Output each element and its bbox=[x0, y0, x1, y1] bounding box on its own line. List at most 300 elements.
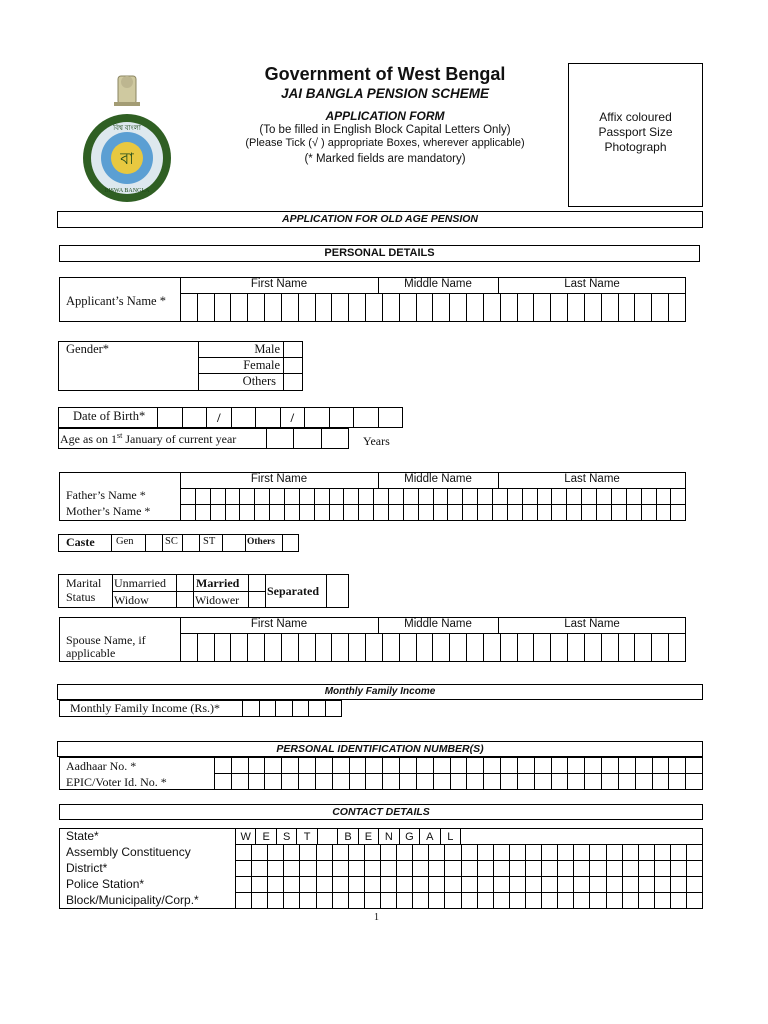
dob-box[interactable] bbox=[232, 408, 257, 427]
police-box[interactable] bbox=[317, 877, 333, 892]
state-box[interactable]: G bbox=[400, 829, 420, 844]
mother-name-box[interactable] bbox=[493, 505, 508, 520]
father-name-box[interactable] bbox=[657, 489, 672, 504]
assembly-box[interactable] bbox=[397, 845, 413, 860]
father-name-box[interactable] bbox=[270, 489, 285, 504]
police-box[interactable] bbox=[236, 877, 252, 892]
mother-name-box[interactable] bbox=[448, 505, 463, 520]
spouse-name-boxes[interactable] bbox=[180, 633, 686, 662]
applicant-name-box[interactable] bbox=[349, 294, 366, 321]
income-box[interactable] bbox=[260, 701, 277, 716]
mother-name-box[interactable] bbox=[523, 505, 538, 520]
district-box[interactable] bbox=[236, 861, 252, 876]
aadhaar-box[interactable] bbox=[434, 758, 451, 773]
epic-box[interactable] bbox=[316, 774, 333, 789]
father-name-box[interactable] bbox=[389, 489, 404, 504]
assembly-box[interactable] bbox=[349, 845, 365, 860]
epic-box[interactable] bbox=[636, 774, 653, 789]
state-box[interactable]: T bbox=[297, 829, 317, 844]
spouse-name-box[interactable] bbox=[635, 634, 652, 661]
spouse-name-box[interactable] bbox=[568, 634, 585, 661]
assembly-box[interactable] bbox=[687, 845, 703, 860]
spouse-name-box[interactable] bbox=[602, 634, 619, 661]
police-box[interactable] bbox=[268, 877, 284, 892]
aadhaar-box[interactable] bbox=[366, 758, 383, 773]
aadhaar-box[interactable] bbox=[518, 758, 535, 773]
applicant-name-box[interactable] bbox=[433, 294, 450, 321]
spouse-name-box[interactable] bbox=[366, 634, 383, 661]
father-name-box[interactable] bbox=[404, 489, 419, 504]
applicant-name-box[interactable] bbox=[619, 294, 636, 321]
spouse-name-box[interactable] bbox=[551, 634, 568, 661]
applicant-name-box[interactable] bbox=[602, 294, 619, 321]
applicant-name-box[interactable] bbox=[282, 294, 299, 321]
epic-box[interactable] bbox=[366, 774, 383, 789]
father-name-box[interactable] bbox=[642, 489, 657, 504]
father-name-box[interactable] bbox=[315, 489, 330, 504]
aadhaar-box[interactable] bbox=[585, 758, 602, 773]
marital-widow-checkbox[interactable] bbox=[177, 592, 192, 607]
aadhaar-box[interactable] bbox=[636, 758, 653, 773]
police-box[interactable] bbox=[671, 877, 687, 892]
dob-box[interactable] bbox=[330, 408, 355, 427]
mother-name-box[interactable] bbox=[344, 505, 359, 520]
father-name-box[interactable] bbox=[419, 489, 434, 504]
district-boxes[interactable] bbox=[235, 860, 703, 877]
police-box[interactable] bbox=[381, 877, 397, 892]
dob-box[interactable] bbox=[379, 408, 404, 427]
income-box[interactable] bbox=[293, 701, 310, 716]
aadhaar-box[interactable] bbox=[383, 758, 400, 773]
father-name-box[interactable] bbox=[552, 489, 567, 504]
marital-unmarried-checkbox[interactable] bbox=[177, 575, 192, 590]
block-box[interactable] bbox=[236, 893, 252, 908]
spouse-name-box[interactable] bbox=[332, 634, 349, 661]
district-box[interactable] bbox=[607, 861, 623, 876]
assembly-box[interactable] bbox=[526, 845, 542, 860]
mother-name-box[interactable] bbox=[315, 505, 330, 520]
aadhaar-box[interactable] bbox=[669, 758, 686, 773]
father-name-box[interactable] bbox=[627, 489, 642, 504]
mother-name-box[interactable] bbox=[627, 505, 642, 520]
block-box[interactable] bbox=[671, 893, 687, 908]
dob-boxes[interactable] bbox=[157, 407, 403, 428]
spouse-name-box[interactable] bbox=[433, 634, 450, 661]
aadhaar-box[interactable] bbox=[619, 758, 636, 773]
block-box[interactable] bbox=[252, 893, 268, 908]
father-name-box[interactable] bbox=[226, 489, 241, 504]
state-box[interactable]: S bbox=[277, 829, 297, 844]
caste-sc-checkbox[interactable] bbox=[183, 535, 199, 551]
mother-name-box[interactable] bbox=[359, 505, 374, 520]
spouse-name-box[interactable] bbox=[349, 634, 366, 661]
father-name-box[interactable] bbox=[211, 489, 226, 504]
police-box[interactable] bbox=[462, 877, 478, 892]
aadhaar-box[interactable] bbox=[400, 758, 417, 773]
block-box[interactable] bbox=[590, 893, 606, 908]
district-box[interactable] bbox=[429, 861, 445, 876]
mother-name-box[interactable] bbox=[567, 505, 582, 520]
police-box[interactable] bbox=[284, 877, 300, 892]
district-box[interactable] bbox=[510, 861, 526, 876]
assembly-box[interactable] bbox=[413, 845, 429, 860]
epic-box[interactable] bbox=[653, 774, 670, 789]
district-box[interactable] bbox=[349, 861, 365, 876]
epic-box[interactable] bbox=[265, 774, 282, 789]
block-box[interactable] bbox=[687, 893, 703, 908]
dob-box[interactable] bbox=[354, 408, 379, 427]
district-box[interactable] bbox=[268, 861, 284, 876]
gender-male-checkbox[interactable] bbox=[284, 342, 302, 357]
block-box[interactable] bbox=[607, 893, 623, 908]
epic-box[interactable] bbox=[518, 774, 535, 789]
assembly-box[interactable] bbox=[510, 845, 526, 860]
age-boxes[interactable] bbox=[266, 428, 349, 449]
applicant-name-box[interactable] bbox=[248, 294, 265, 321]
aadhaar-box[interactable] bbox=[299, 758, 316, 773]
applicant-name-box[interactable] bbox=[383, 294, 400, 321]
district-box[interactable] bbox=[284, 861, 300, 876]
mother-name-box[interactable] bbox=[389, 505, 404, 520]
father-name-box[interactable] bbox=[181, 489, 196, 504]
district-box[interactable] bbox=[590, 861, 606, 876]
police-box[interactable] bbox=[494, 877, 510, 892]
father-name-box[interactable] bbox=[240, 489, 255, 504]
spouse-name-box[interactable] bbox=[669, 634, 686, 661]
spouse-name-box[interactable] bbox=[585, 634, 602, 661]
mother-name-box[interactable] bbox=[538, 505, 553, 520]
applicant-name-box[interactable] bbox=[534, 294, 551, 321]
dob-box[interactable]: / bbox=[207, 408, 232, 427]
district-box[interactable] bbox=[300, 861, 316, 876]
father-name-box[interactable] bbox=[434, 489, 449, 504]
age-box[interactable] bbox=[294, 429, 321, 448]
epic-box[interactable] bbox=[501, 774, 518, 789]
epic-box[interactable] bbox=[333, 774, 350, 789]
mother-name-box[interactable] bbox=[374, 505, 389, 520]
block-box[interactable] bbox=[526, 893, 542, 908]
spouse-name-box[interactable] bbox=[400, 634, 417, 661]
mother-name-box[interactable] bbox=[196, 505, 211, 520]
mother-name-box[interactable] bbox=[657, 505, 672, 520]
caste-st-checkbox[interactable] bbox=[223, 535, 245, 551]
district-box[interactable] bbox=[687, 861, 703, 876]
epic-box[interactable] bbox=[434, 774, 451, 789]
epic-box[interactable] bbox=[585, 774, 602, 789]
assembly-box[interactable] bbox=[574, 845, 590, 860]
mother-name-box[interactable] bbox=[612, 505, 627, 520]
district-box[interactable] bbox=[542, 861, 558, 876]
applicant-name-box[interactable] bbox=[231, 294, 248, 321]
applicant-name-box[interactable] bbox=[299, 294, 316, 321]
district-box[interactable] bbox=[397, 861, 413, 876]
aadhaar-box[interactable] bbox=[535, 758, 552, 773]
spouse-name-box[interactable] bbox=[265, 634, 282, 661]
state-box[interactable]: B bbox=[338, 829, 358, 844]
assembly-box[interactable] bbox=[252, 845, 268, 860]
assembly-box[interactable] bbox=[623, 845, 639, 860]
mother-name-box[interactable] bbox=[270, 505, 285, 520]
aadhaar-box[interactable] bbox=[568, 758, 585, 773]
epic-box[interactable] bbox=[484, 774, 501, 789]
father-name-box[interactable] bbox=[330, 489, 345, 504]
police-box[interactable] bbox=[300, 877, 316, 892]
police-box[interactable] bbox=[445, 877, 461, 892]
aadhaar-box[interactable] bbox=[215, 758, 232, 773]
spouse-name-box[interactable] bbox=[383, 634, 400, 661]
father-name-box[interactable] bbox=[671, 489, 686, 504]
father-name-box[interactable] bbox=[582, 489, 597, 504]
epic-box[interactable] bbox=[467, 774, 484, 789]
block-box[interactable] bbox=[462, 893, 478, 908]
aadhaar-box[interactable] bbox=[333, 758, 350, 773]
mother-name-box[interactable] bbox=[582, 505, 597, 520]
father-name-box[interactable] bbox=[597, 489, 612, 504]
father-name-box[interactable] bbox=[523, 489, 538, 504]
applicant-name-box[interactable] bbox=[366, 294, 383, 321]
epic-box[interactable] bbox=[686, 774, 703, 789]
applicant-name-box[interactable] bbox=[467, 294, 484, 321]
mother-name-box[interactable] bbox=[434, 505, 449, 520]
police-box[interactable] bbox=[349, 877, 365, 892]
police-box[interactable] bbox=[429, 877, 445, 892]
block-box[interactable] bbox=[510, 893, 526, 908]
spouse-name-box[interactable] bbox=[619, 634, 636, 661]
spouse-name-box[interactable] bbox=[652, 634, 669, 661]
mother-name-box[interactable] bbox=[597, 505, 612, 520]
block-box[interactable] bbox=[574, 893, 590, 908]
epic-box[interactable] bbox=[568, 774, 585, 789]
police-box[interactable] bbox=[639, 877, 655, 892]
applicant-name-box[interactable] bbox=[585, 294, 602, 321]
applicant-name-box[interactable] bbox=[181, 294, 198, 321]
state-box[interactable]: W bbox=[236, 829, 256, 844]
caste-gen-checkbox[interactable] bbox=[146, 535, 162, 551]
block-box[interactable] bbox=[397, 893, 413, 908]
block-box[interactable] bbox=[542, 893, 558, 908]
father-name-box[interactable] bbox=[359, 489, 374, 504]
aadhaar-box[interactable] bbox=[653, 758, 670, 773]
block-box[interactable] bbox=[623, 893, 639, 908]
income-box[interactable] bbox=[326, 701, 343, 716]
marital-married-checkbox[interactable] bbox=[249, 575, 264, 590]
father-name-box[interactable] bbox=[285, 489, 300, 504]
aadhaar-box[interactable] bbox=[467, 758, 484, 773]
district-box[interactable] bbox=[623, 861, 639, 876]
mother-name-box[interactable] bbox=[255, 505, 270, 520]
applicant-name-box[interactable] bbox=[215, 294, 232, 321]
district-box[interactable] bbox=[462, 861, 478, 876]
father-name-box[interactable] bbox=[344, 489, 359, 504]
state-box[interactable]: L bbox=[441, 829, 461, 844]
district-box[interactable] bbox=[574, 861, 590, 876]
aadhaar-box[interactable] bbox=[265, 758, 282, 773]
income-box[interactable] bbox=[309, 701, 326, 716]
aadhaar-box[interactable] bbox=[232, 758, 249, 773]
block-box[interactable] bbox=[429, 893, 445, 908]
caste-others-checkbox[interactable] bbox=[283, 535, 298, 551]
spouse-name-box[interactable] bbox=[534, 634, 551, 661]
father-name-box[interactable] bbox=[567, 489, 582, 504]
spouse-name-box[interactable] bbox=[231, 634, 248, 661]
applicant-name-box[interactable] bbox=[518, 294, 535, 321]
assembly-box[interactable] bbox=[607, 845, 623, 860]
spouse-name-box[interactable] bbox=[450, 634, 467, 661]
dob-box[interactable] bbox=[183, 408, 208, 427]
mother-name-box[interactable] bbox=[240, 505, 255, 520]
police-box[interactable] bbox=[574, 877, 590, 892]
police-box[interactable] bbox=[623, 877, 639, 892]
mother-name-box[interactable] bbox=[181, 505, 196, 520]
police-box[interactable] bbox=[687, 877, 703, 892]
police-box[interactable] bbox=[478, 877, 494, 892]
applicant-name-box[interactable] bbox=[551, 294, 568, 321]
block-box[interactable] bbox=[333, 893, 349, 908]
police-box[interactable] bbox=[655, 877, 671, 892]
applicant-name-box[interactable] bbox=[316, 294, 333, 321]
police-box[interactable] bbox=[590, 877, 606, 892]
aadhaar-boxes[interactable] bbox=[214, 757, 703, 774]
aadhaar-box[interactable] bbox=[602, 758, 619, 773]
mother-name-box[interactable] bbox=[552, 505, 567, 520]
epic-box[interactable] bbox=[232, 774, 249, 789]
assembly-box[interactable] bbox=[284, 845, 300, 860]
block-box[interactable] bbox=[365, 893, 381, 908]
dob-box[interactable] bbox=[256, 408, 281, 427]
dob-box[interactable] bbox=[158, 408, 183, 427]
applicant-name-box[interactable] bbox=[501, 294, 518, 321]
district-box[interactable] bbox=[317, 861, 333, 876]
aadhaar-box[interactable] bbox=[350, 758, 367, 773]
father-name-box[interactable] bbox=[374, 489, 389, 504]
applicant-name-boxes[interactable] bbox=[180, 293, 686, 322]
block-box[interactable] bbox=[413, 893, 429, 908]
applicant-name-box[interactable] bbox=[332, 294, 349, 321]
police-box[interactable] bbox=[365, 877, 381, 892]
assembly-box[interactable] bbox=[365, 845, 381, 860]
epic-box[interactable] bbox=[215, 774, 232, 789]
income-box[interactable] bbox=[243, 701, 260, 716]
assembly-box[interactable] bbox=[590, 845, 606, 860]
spouse-name-box[interactable] bbox=[467, 634, 484, 661]
spouse-name-box[interactable] bbox=[299, 634, 316, 661]
epic-box[interactable] bbox=[552, 774, 569, 789]
block-boxes[interactable] bbox=[235, 892, 703, 909]
father-name-box[interactable] bbox=[538, 489, 553, 504]
district-box[interactable] bbox=[252, 861, 268, 876]
district-box[interactable] bbox=[365, 861, 381, 876]
block-box[interactable] bbox=[655, 893, 671, 908]
father-name-box[interactable] bbox=[478, 489, 493, 504]
age-box[interactable] bbox=[267, 429, 294, 448]
state-boxes[interactable] bbox=[235, 828, 461, 845]
epic-box[interactable] bbox=[619, 774, 636, 789]
spouse-name-box[interactable] bbox=[417, 634, 434, 661]
father-name-box[interactable] bbox=[612, 489, 627, 504]
mother-name-box[interactable] bbox=[226, 505, 241, 520]
district-box[interactable] bbox=[526, 861, 542, 876]
income-box[interactable] bbox=[276, 701, 293, 716]
father-name-box[interactable] bbox=[255, 489, 270, 504]
block-box[interactable] bbox=[494, 893, 510, 908]
state-box[interactable]: E bbox=[359, 829, 379, 844]
gender-others-checkbox[interactable] bbox=[284, 374, 302, 390]
applicant-name-box[interactable] bbox=[417, 294, 434, 321]
state-box[interactable] bbox=[318, 829, 338, 844]
epic-boxes[interactable] bbox=[214, 773, 703, 790]
district-box[interactable] bbox=[333, 861, 349, 876]
assembly-box[interactable] bbox=[639, 845, 655, 860]
father-name-box[interactable] bbox=[448, 489, 463, 504]
applicant-name-box[interactable] bbox=[568, 294, 585, 321]
aadhaar-box[interactable] bbox=[501, 758, 518, 773]
income-boxes[interactable] bbox=[242, 700, 342, 717]
father-name-boxes[interactable] bbox=[180, 488, 686, 505]
assembly-box[interactable] bbox=[381, 845, 397, 860]
district-box[interactable] bbox=[558, 861, 574, 876]
mother-name-box[interactable] bbox=[642, 505, 657, 520]
aadhaar-box[interactable] bbox=[686, 758, 703, 773]
mother-name-box[interactable] bbox=[478, 505, 493, 520]
block-box[interactable] bbox=[349, 893, 365, 908]
block-box[interactable] bbox=[284, 893, 300, 908]
aadhaar-box[interactable] bbox=[484, 758, 501, 773]
spouse-name-box[interactable] bbox=[248, 634, 265, 661]
assembly-box[interactable] bbox=[478, 845, 494, 860]
district-box[interactable] bbox=[381, 861, 397, 876]
mother-name-box[interactable] bbox=[463, 505, 478, 520]
police-box[interactable] bbox=[333, 877, 349, 892]
aadhaar-box[interactable] bbox=[316, 758, 333, 773]
police-box[interactable] bbox=[607, 877, 623, 892]
mother-name-box[interactable] bbox=[508, 505, 523, 520]
father-name-box[interactable] bbox=[300, 489, 315, 504]
epic-box[interactable] bbox=[400, 774, 417, 789]
block-box[interactable] bbox=[317, 893, 333, 908]
applicant-name-box[interactable] bbox=[484, 294, 501, 321]
spouse-name-box[interactable] bbox=[282, 634, 299, 661]
epic-box[interactable] bbox=[282, 774, 299, 789]
applicant-name-box[interactable] bbox=[265, 294, 282, 321]
assembly-box[interactable] bbox=[462, 845, 478, 860]
assembly-box[interactable] bbox=[655, 845, 671, 860]
district-box[interactable] bbox=[671, 861, 687, 876]
epic-box[interactable] bbox=[299, 774, 316, 789]
block-box[interactable] bbox=[300, 893, 316, 908]
applicant-name-box[interactable] bbox=[652, 294, 669, 321]
block-box[interactable] bbox=[478, 893, 494, 908]
assembly-boxes[interactable] bbox=[235, 844, 703, 861]
assembly-box[interactable] bbox=[429, 845, 445, 860]
epic-box[interactable] bbox=[249, 774, 266, 789]
state-box[interactable]: N bbox=[379, 829, 399, 844]
aadhaar-box[interactable] bbox=[552, 758, 569, 773]
marital-separated-checkbox[interactable] bbox=[327, 575, 348, 607]
spouse-name-box[interactable] bbox=[316, 634, 333, 661]
applicant-name-box[interactable] bbox=[198, 294, 215, 321]
police-box[interactable] bbox=[510, 877, 526, 892]
father-name-box[interactable] bbox=[493, 489, 508, 504]
spouse-name-box[interactable] bbox=[484, 634, 501, 661]
police-boxes[interactable] bbox=[235, 876, 703, 893]
epic-box[interactable] bbox=[350, 774, 367, 789]
district-box[interactable] bbox=[413, 861, 429, 876]
spouse-name-box[interactable] bbox=[215, 634, 232, 661]
mother-name-box[interactable] bbox=[419, 505, 434, 520]
assembly-box[interactable] bbox=[317, 845, 333, 860]
block-box[interactable] bbox=[445, 893, 461, 908]
state-box[interactable]: A bbox=[420, 829, 440, 844]
